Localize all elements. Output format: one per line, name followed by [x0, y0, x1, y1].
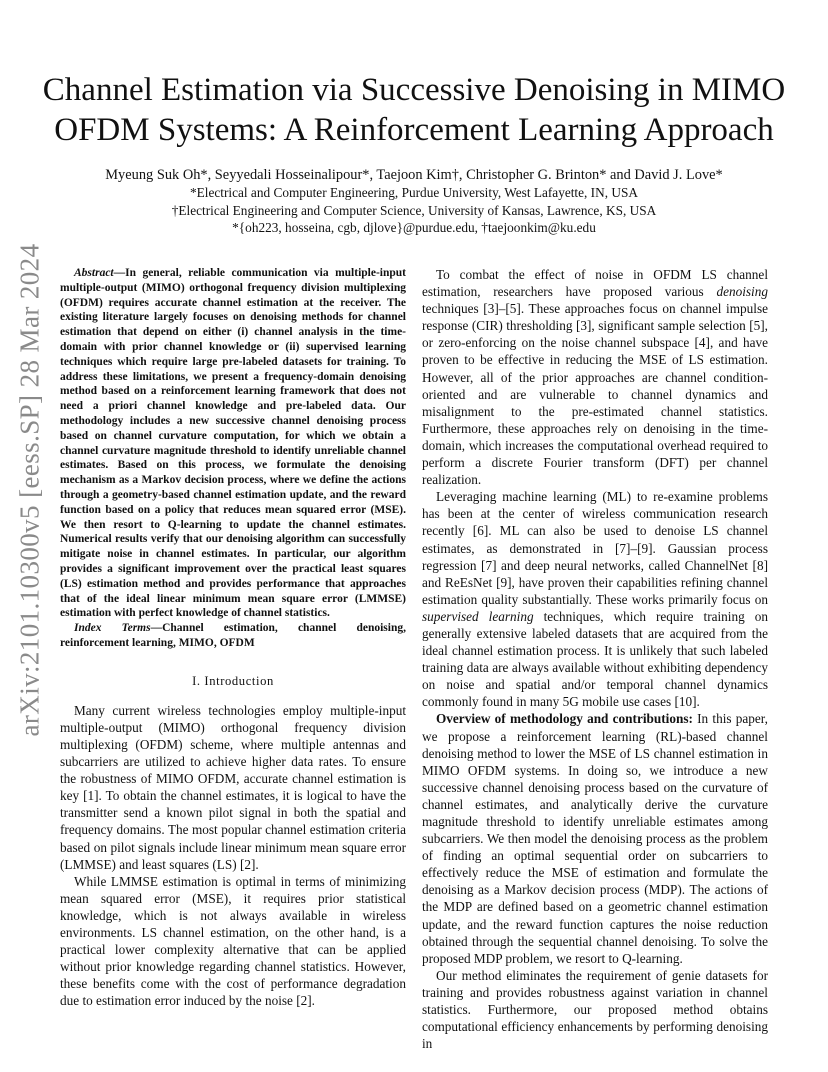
affiliation-purdue: *Electrical and Computer Engineering, Purdue University, West Lafayette, IN, USA: [190, 185, 638, 200]
author-list: Myeung Suk Oh*, Seyyedali Hosseinalipour*, Taejoon Kim†, Christopher G. Brinton* and David J. Love*: [105, 167, 723, 183]
abstract: [60, 266, 406, 621]
method-paragraph: Our method eliminates the requirement of genie datasets for training and provides robustness against variation in channel statistics. Furthermore, our proposed method obtains computational efficiency enhancements by performing denoising in: [422, 967, 768, 1052]
affiliation-kansas: †Electrical Engineering and Computer Science, University of Kansas, Lawrence, KS, USA: [171, 203, 657, 218]
index-terms-label: Index Terms: [74, 622, 151, 635]
right-column: [422, 266, 768, 1052]
abstract-text: —In general, reliable communication via multiple-input multiple-output (MIMO) orthogonal frequency division multiplexing (OFDM) requires accurate channel estimation at the receiver. The existing literature largely focuses on denoising methods for channel estimation that depend on either (i) channel analysis in the time-domain with prior channel knowledge or (ii) supervised learning techniques which require large pre-labeled datasets for training. To address these limitations, we present a frequency-domain denoising method based on a reinforcement learning framework that does not need a priori channel knowledge and pre-labeled data. Our methodology includes a new successive channel denoising process based on channel curvature computation, for which we obtain a channel curvature magnitude threshold to identify unreliable channel estimates. Based on this process, we formulate the denoising mechanism as a Markov decision process, where we define the actions through a geometry-based channel estimation update, and the reward function based on a policy that reduces mean squared error (MSE). We then resort to Q-learning to update the channel estimates. Numerical results verify that our denoising algorithm can successfully mitigate noise in channel estimates. In particular, our algorithm provides a significant improvement over the practical least squares (LS) estimation method and provides performance that approaches that of the ideal linear minimum mean square error (LMMSE) estimation with perfect knowledge of channel statistics.: [60, 267, 406, 620]
arxiv-identifier: arXiv:2101.10300v5 [eess.SP] 28 Mar 2024: [14, 243, 45, 737]
intro-paragraph-2: While LMMSE estimation is optimal in terms of minimizing mean squared error (MSE), it requires prior statistical knowledge, which is not always available in wireless environments. LS channel estimation, on the other hand, is a practical lower complexity alternative that can be applied without prior knowledge regarding channel statistics. However, these benefits come with the cost of performance degradation due to estimation error induced by the noise [2].: [60, 873, 406, 1009]
index-terms: [60, 621, 406, 651]
contributions-paragraph: [422, 710, 768, 966]
emphasis-text: supervised learning: [422, 608, 534, 624]
title-line-1: Channel Estimation via Successive Denoising in MIMO: [42, 72, 786, 108]
arxiv-stamp: [4, 243, 56, 737]
contributions-heading: Overview of methodology and contributions:: [436, 711, 693, 727]
paragraph-text: techniques, which require training on generally extensive labeled datasets that are acquired from the ideal channel estimation process. It is unlikely that such labeled training data are always available without exhibiting dependency on noise and spatial and/or temporal channel dynamics commonly found in many 5G mobile use cases [10].: [422, 608, 768, 710]
paragraph-text: To combat the effect of noise in OFDM LS channel estimation, researchers have proposed various: [422, 267, 768, 300]
ml-paragraph: [422, 488, 768, 710]
left-column: [60, 266, 406, 1010]
paragraph-text: Leveraging machine learning (ML) to re-examine problems has been at the center of wireless communication research recently [6]. ML can also be used to denoise LS channel estimates, as demonstrated in [7]–[9]. Gaussian process regression [7] and deep neural networks, called ChannelNet [8] and ReEsNet [9], have proven their capabilities refining channel estimation quality substantially. These works primarily focus on: [422, 489, 768, 607]
intro-paragraph-1: Many current wireless technologies employ multiple-input multiple-output (MIMO) orthogonal frequency division multiplexing (OFDM) scheme, where multiple antennas and subcarriers are utilized to achieve higher data rates. To ensure the robustness of MIMO OFDM, accurate channel estimation is key [1]. To obtain the channel estimates, it is logical to have the transmitter send a known pilot signal in both the spatial and frequency domains. The most popular channel estimation criteria based on pilot signals include linear minimum mean square error (LMMSE) and least squares (LS) [2].: [60, 702, 406, 872]
title-line-2: OFDM Systems: A Reinforcement Learning Approach: [54, 112, 774, 148]
index-terms-text: —Channel estimation, channel denoising, reinforcement learning, MIMO, OFDM: [60, 622, 406, 649]
emphasis-text: denoising: [716, 284, 768, 300]
abstract-label: Abstract: [74, 267, 114, 279]
author-emails: *{oh223, hosseina, cgb, djlove}@purdue.edu, †taejoonkim@ku.edu: [232, 220, 596, 235]
section-heading: I. Introduction: [192, 673, 274, 688]
paragraph-text: In this paper, we propose a reinforcement learning (RL)-based channel denoising method to lower the MSE of LS channel estimation in MIMO OFDM systems. In doing so, we introduce a new successive channel denoising process based on the curvature of channel estimates, and analytically derive the curvature magnitude threshold to identify unreliable estimates among subcarriers. We then model the denoising process as the problem of finding an optimal sequential order on subcarriers to effectively reduce the MSE of estimation and formulate the denoising as a Markov decision process (MDP). The actions of the MDP are defined based on a geometric channel estimation update, and the reward function captures the noise reduction obtained through the sequential channel denoising. To solve the proposed MDP problem, we resort to Q-learning.: [422, 711, 768, 966]
paper-title: [40, 70, 788, 150]
paragraph-text: techniques [3]–[5]. These approaches focus on channel impulse response (CIR) thresholding [3], significant sample selection [5], or zero-enforcing on the noise channel subspace [4], and have proven to be effective in reducing the MSE of LS estimation. However, all of the prior approaches are channel condition-oriented and are vulnerable to channel dynamics and misalignment to the pre-estimated channel statistics. Furthermore, these approaches rely on denoising in the time-domain, which increases the computational overhead required to perform a discrete Fourier transform (DFT) per channel realization.: [422, 301, 768, 488]
denoising-paragraph: [422, 266, 768, 488]
